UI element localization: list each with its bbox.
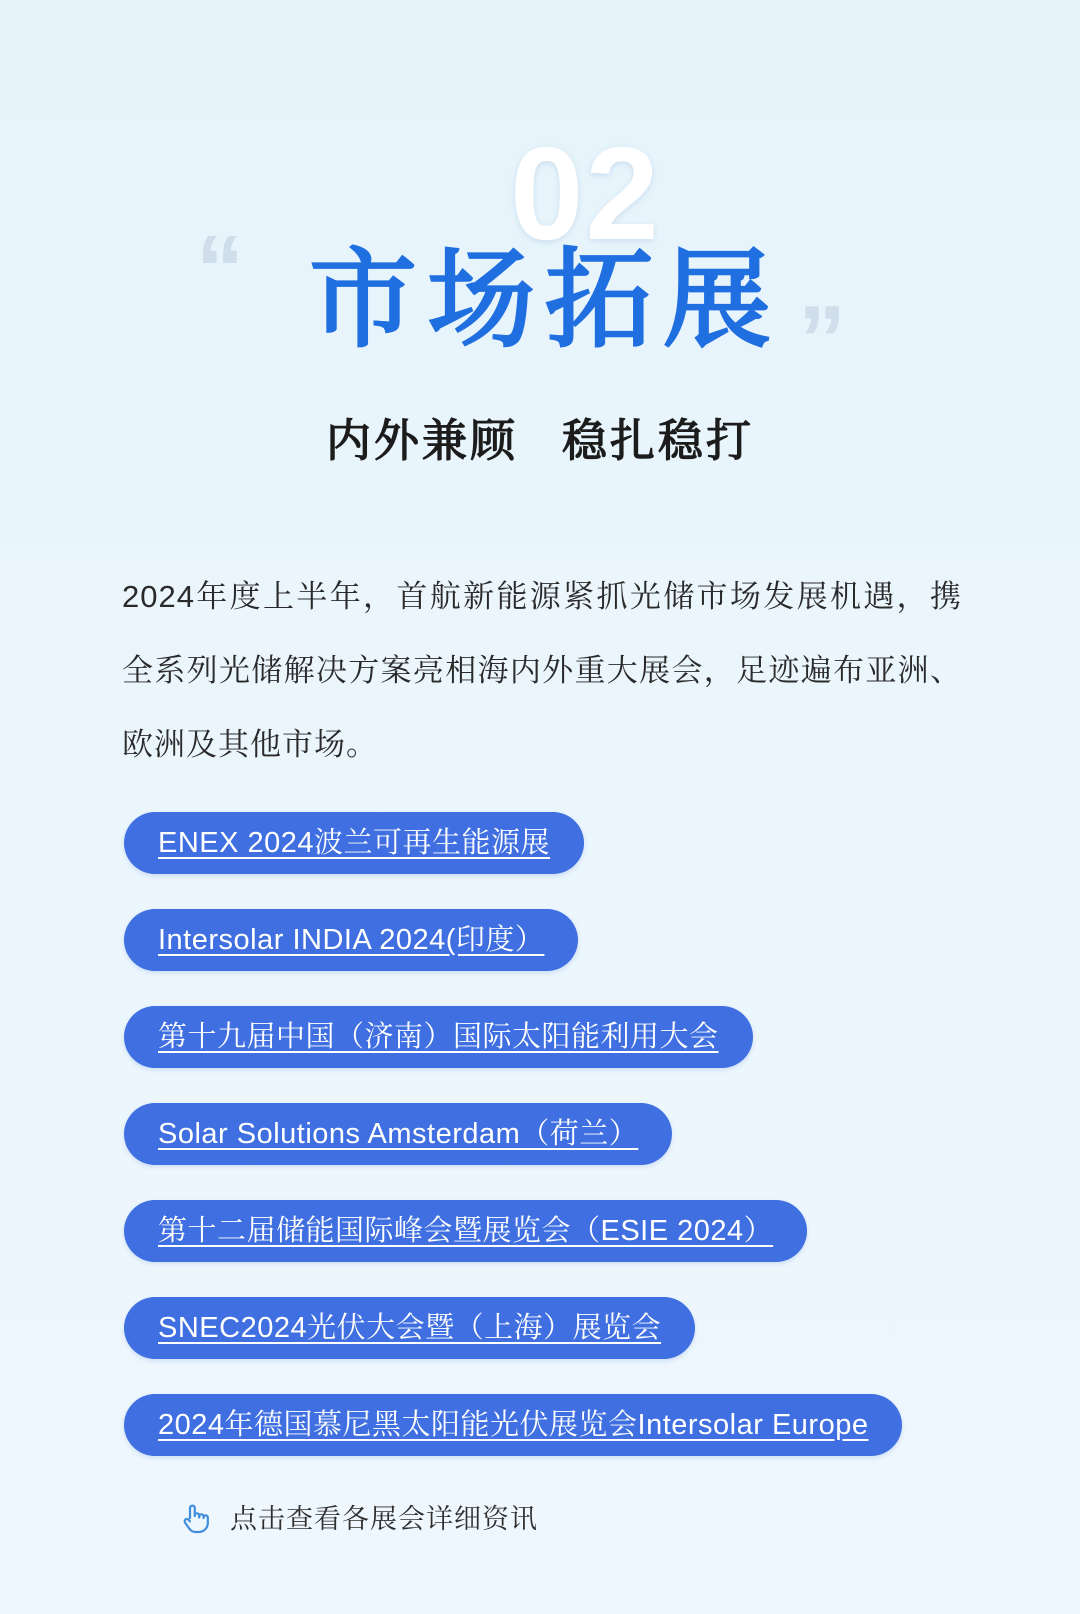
list-item	[124, 1297, 1024, 1394]
list-item	[124, 909, 1024, 1006]
exhibition-link-2[interactable]: Intersolar INDIA 2024(印度）	[124, 909, 578, 971]
list-item	[124, 1006, 1024, 1103]
quote-close-icon: ”	[798, 286, 846, 393]
list-item	[124, 1394, 1024, 1491]
subtitle-right: 稳扎稳打	[562, 415, 755, 466]
exhibition-link-3[interactable]: 第十九届中国（济南）国际太阳能利用大会	[124, 1006, 753, 1068]
exhibition-link-6[interactable]: SNEC2024光伏大会暨（上海）展览会	[124, 1297, 695, 1359]
footer-note-text: 点击查看各展会详细资讯	[230, 1503, 538, 1534]
exhibition-link-4[interactable]: Solar Solutions Amsterdam（荷兰）	[124, 1103, 672, 1165]
exhibition-link-1[interactable]: ENEX 2024波兰可再生能源展	[124, 812, 584, 874]
exhibition-link-7[interactable]: 2024年德国慕尼黑太阳能光伏展览会Intersolar Europe	[124, 1394, 902, 1456]
page-title: 市场拓展	[308, 239, 781, 360]
footer-hint	[176, 1496, 538, 1536]
exhibition-list	[124, 812, 1024, 1491]
quote-open-icon: “	[196, 216, 244, 323]
subtitle-left: 内外兼顾	[325, 415, 518, 466]
list-item	[124, 812, 1024, 909]
pointing-hand-icon	[176, 1496, 216, 1536]
body-paragraph: 2024年度上半年，首航新能源紧抓光储市场发展机遇，携全系列光储解决方案亮相海内外重大展会，足迹遍布亚洲、欧洲及其他市场。	[122, 579, 962, 762]
exhibition-link-5[interactable]: 第十二届储能国际峰会暨展览会（ESIE 2024）	[124, 1200, 807, 1262]
section-number: 02	[510, 120, 661, 267]
list-item	[124, 1200, 1024, 1297]
page-subtitle	[0, 404, 1080, 469]
list-item	[124, 1103, 1024, 1200]
